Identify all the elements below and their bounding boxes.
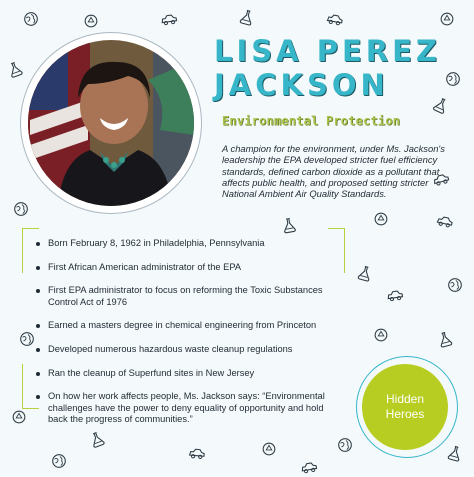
car-icon [187, 443, 207, 463]
earth-icon [446, 276, 464, 294]
intro-paragraph: A champion for the environment, under Ms. Jackson's leadership the EPA developed stricter fuel efficiency standards, defined carbon dioxide as a pollutant that affects public health, and proposed setting stricter National Ambient Air Quality Standards. [222, 143, 445, 200]
car-icon [385, 285, 405, 305]
car-icon [325, 9, 346, 30]
earth-icon [336, 436, 354, 454]
car-icon [159, 9, 179, 29]
recycle-icon [260, 440, 278, 458]
recycle-icon [372, 326, 390, 344]
flask-icon [3, 57, 26, 80]
recycle-icon [438, 10, 456, 28]
fact-item: Developed numerous hazardous waste cleanup regulations [36, 344, 338, 356]
car-icon [434, 210, 455, 231]
flask-icon [236, 6, 258, 28]
fact-item: On how her work affects people, Ms. Jackson says: “Environmental challenges have the power to deny equality of opportunity and hold back the progress of communities.” [36, 391, 338, 426]
person-name [214, 34, 464, 102]
fact-item: Earned a masters degree in chemical engineering from Princeton [36, 320, 338, 332]
earth-icon [50, 452, 68, 470]
recycle-icon [372, 210, 390, 228]
portrait-photo [28, 40, 194, 206]
subtitle: Environmental Protection [222, 114, 401, 128]
name-line-first: LISA PEREZ [214, 34, 441, 68]
fact-item: First EPA administrator to focus on reforming the Toxic Substances Control Act of 1976 [36, 285, 338, 308]
portrait-frame [20, 32, 202, 214]
facts-panel [22, 228, 344, 425]
fact-item: First African American administrator of the EPA [36, 262, 338, 274]
badge-line-2: Heroes [385, 407, 425, 421]
fact-item: Ran the cleanup of Superfund sites in New Jersey [36, 368, 338, 380]
flask-icon [434, 328, 456, 350]
facts-list [36, 238, 338, 438]
badge-line-1: Hidden [385, 392, 425, 406]
fact-item: Born February 8, 1962 in Philadelphia, Pennsylvania [36, 238, 338, 250]
earth-icon [21, 9, 42, 30]
earth-icon [12, 200, 30, 218]
hidden-heroes-badge [362, 364, 448, 450]
name-line-last: JACKSON [214, 68, 389, 102]
recycle-icon [10, 408, 28, 426]
recycle-icon [82, 12, 100, 30]
flask-icon [444, 442, 466, 464]
flask-icon [354, 262, 376, 284]
